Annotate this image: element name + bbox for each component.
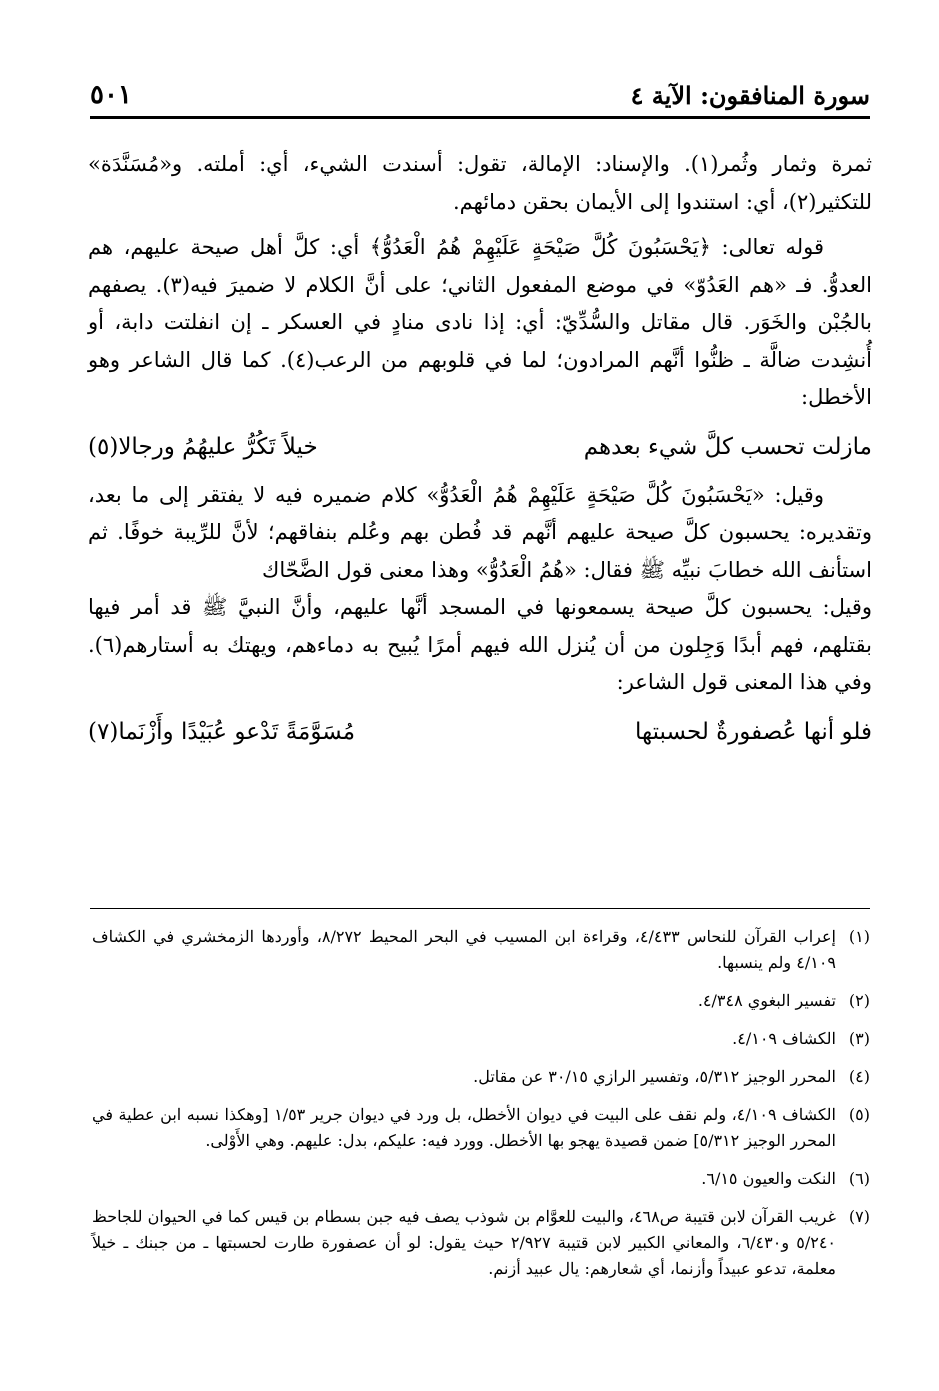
footnote-text: غريب القرآن لابن قتيبة ص٤٦٨، والبيت للعوَّام بن شوذب يصف فيه جبن بسطام بن قيس كما في الحيوان للجاحظ ٥/٢٤٠ و٦/٤٣٠، والمعاني الكبير لابن قتيبة ٢/٩٢٧ حيث يقول: لو أن عصفورة طارت لحسبتها ـ من جبنك ـ خيلاً معلمة، تدعو عبيداً وأزنما، أي شعارهم: يال عبيد أزنم. [92, 1207, 837, 1278]
footnote-number: (١) [848, 927, 870, 946]
footnote-text: تفسير البغوي ٤/٣٤٨. [697, 991, 836, 1010]
verse-1-first-hemistich: مازلت تحسب كلَّ شيء بعدهم [583, 433, 872, 460]
footnote [92, 1166, 870, 1192]
running-title: سورة المنافقون: الآية ٤ [630, 81, 870, 110]
footnote-text: المحرر الوجيز ٥/٣١٢، وتفسير الرازي ٣٠/١٥ عن مقاتل. [473, 1067, 836, 1086]
paragraph-3: وقيل: «يَحْسَبُونَ كُلَّ صَيْحَةٍ عَلَيْهِمْ هُمُ الْعَدُوُّ» كلام ضميره فيه لا يفتقر إلى ما بعد، وتقديره: يحسبون كلَّ صيحة عليهم أنَّهم قد فُطن بهم وعُلم بنفاقهم؛ لأنَّ للرِّيبة خوفًا. ثم استأنف الله خطابَ نبيِّه ﷺ فقال: «هُمُ الْعَدُوُّ» وهذا معنى قول الضَّحّاك [88, 482, 872, 582]
footnote [92, 1204, 870, 1282]
footnote [92, 1026, 870, 1052]
footnote-number: (٣) [848, 1029, 870, 1048]
paragraph-2: قوله تعالى: ﴿يَحْسَبُونَ كُلَّ صَيْحَةٍ عَلَيْهِمْ هُمُ الْعَدُوُّ﴾ أي: كلَّ أهل صيحة عليهم، هم العدوُّ. فـ «هم العَدُوّ» في موضع المفعول الثاني؛ على أنَّ الكلام لا ضميرَ فيه(٣). يصفهم بالجُبْن والخَوَر. قال مقاتل والسُّدِّيّ: أي: إذا نادى منادٍ في العسكر ـ إن انفلتت دابة، أو أُنشِدت ضالَّة ـ ظنُّوا أنَّهم المرادون؛ لما في قلوبهم من الرعب(٤). كما قال الشاعر وهو الأخطل: [88, 235, 872, 409]
footnote-number: (٧) [848, 1207, 870, 1226]
footnote [92, 924, 870, 976]
footnote-text: النكت والعيون ٦/١٥. [701, 1169, 836, 1188]
verse-1-second-hemistich: خيلاً تَكُرُّ عليهُمُ ورجالا(٥) [88, 433, 318, 460]
paragraph-1: ثمرة وثمار وثُمر(١). والإسناد: الإمالة، تقول: أسندت الشيء، أي: أملته. و«مُسَنَّدَة» للتكثير(٢)، أي: استندوا إلى الأيمان بحقن دمائهم. [88, 152, 872, 214]
footnote [92, 988, 870, 1014]
verse-2-first-hemistich: فلو أنها عُصفورةٌ لحسبتها [634, 718, 872, 745]
footnote-text: الكشاف ٤/١٠٩، ولم نقف على البيت في ديوان الأخطل، بل ورد في ديوان جرير ١/٥٣ [وهكذا نسبه ابن عطية في المحرر الوجيز ٥/٣١٢] ضمن قصيدة يهجو بها الأخطل. وورد فيه: عليكم، بدل: عليهم. وهي الأَوْلى. [92, 1105, 836, 1150]
footnote-number: (٤) [848, 1067, 870, 1086]
footnote-separator [90, 908, 870, 909]
footnote [92, 1064, 870, 1090]
footnote-text: الكشاف ٤/١٠٩. [732, 1029, 836, 1048]
footnote-number: (٦) [848, 1169, 870, 1188]
footnote-number: (٢) [848, 991, 870, 1010]
footnote-number: (٥) [848, 1105, 870, 1124]
main-text [88, 146, 872, 762]
footnote [92, 1102, 870, 1154]
footnotes [92, 924, 870, 1294]
verse-1 [88, 417, 872, 477]
paragraph-4: وقيل: يحسبون كلَّ صيحة يسمعونها في المسجد أنَّها عليهم، وأنَّ النبيَّ ﷺ قد أمر فيها بقتلهم، فهم أبدًا وَجِلون من أن يُنزل الله فيهم أمرًا يُبيح به دماءهم، ويهتك به أستارهم(٦). وفي هذا المعنى قول الشاعر: [88, 595, 872, 694]
footnote-text: إعراب القرآن للنحاس ٤/٤٣٣، وقراءة ابن المسيب في البحر المحيط ٨/٢٧٢، وأوردها الزمخشري في الكشاف ٤/١٠٩ ولم ينسبها. [92, 927, 836, 972]
page-number: ٥٠١ [90, 80, 132, 110]
verse-2-second-hemistich: مُسَوَّمَةً تَدْعو عُبَيْدًا وأَزْنَما(٧) [88, 718, 356, 745]
page-header [90, 70, 870, 119]
verse-2 [88, 702, 872, 762]
